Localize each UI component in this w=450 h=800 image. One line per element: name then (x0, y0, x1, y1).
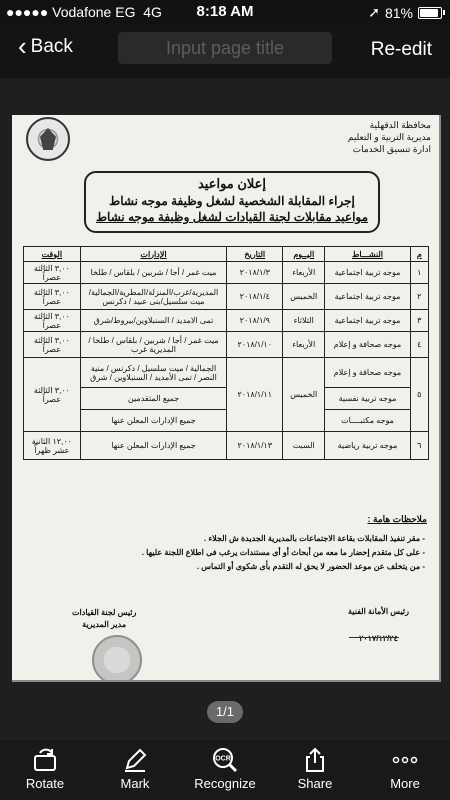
pen-icon (121, 746, 149, 774)
more-button[interactable]: More (360, 740, 450, 800)
document-viewer[interactable] (0, 78, 450, 740)
handwritten-signature (349, 623, 399, 638)
signature-leadership-committee: رئيس لجنة القيادات مدير المديرية (72, 608, 137, 629)
bottom-toolbar (0, 740, 450, 800)
notes-title: ملاحظات هامة : (367, 514, 427, 524)
document-title-box: إعلان مواعيد إجراء المقابلة الشخصية لشغل وظيفة موجه نشاط مواعيد مقابلات لجنة القيادات لشغل وظيفة موجه نشاط (84, 171, 380, 233)
list-item: - من يتخلف عن موعد الحضور لا يحق له التقدم بأى شكوى أو التماس . (45, 560, 425, 574)
table-row: ٦ موجه تربية رياضية السبت ٢٠١٨/١/١٣ جميع الإدارات المعلن عنها ١٢,٠٠ الثانية عشر ظهراً (24, 432, 429, 460)
document-header: محافظة الدقهلية مديرية التربية و التعليم ادارة تنسيق الخدمات (347, 120, 431, 154)
battery-icon (418, 7, 442, 19)
mark-button[interactable]: Mark (90, 740, 180, 800)
navigation-bar (0, 24, 450, 78)
page-indicator: 1/1 (207, 701, 243, 723)
scanned-document (12, 115, 441, 682)
status-bar (0, 0, 450, 24)
battery-percent: 81% (384, 4, 413, 21)
battery-area (368, 4, 442, 21)
list-item: - مقر تنفيذ المقابلات بقاعة الاجتماعات بالمديرية الجديدة ش الجلاء . (45, 532, 425, 546)
schedule-table (23, 246, 429, 460)
svg-text:OCR: OCR (215, 755, 231, 763)
table-row: ١ موجه تربية اجتماعية الأربعاء ٢٠١٨/١/٣ ميت غمر / أجا / شربين / بلقاس / طلخا ٣,٠٠ الثالثة عصراً (24, 262, 429, 284)
rotate-icon (31, 746, 59, 774)
clock: 8:18 AM (196, 3, 254, 20)
page-title-input[interactable]: Input page title (118, 32, 332, 64)
table-row: ٤ موجه صحافة و إعلام الأربعاء ٢٠١٨/١/١٠ ميت غمر / أجا / شربين / بلقاس / طلخا / المديرية غرب ٣,٠٠ الثالثة عصراً (24, 332, 429, 358)
share-icon (301, 746, 329, 774)
share-button[interactable]: Share (270, 740, 360, 800)
carrier-info: ●●●●● Vodafone EG 4G (6, 4, 162, 20)
rotate-button[interactable]: Rotate (0, 740, 90, 800)
table-row: موجه مكتبــــات جميع الإدارات المعلن عنها (24, 410, 429, 432)
table-row: ٢ موجه تربية اجتماعية الخميس ٢٠١٨/١/٤ المديرية/غرب/المنزلة/المطرية/الجمالية/ميت سلسيل/بنى عبيد / دكرنس ٣,٠٠ الثالثة عصراً (24, 284, 429, 310)
list-item: - على كل متقدم إحضار ما معه من أبحاث أو أى مستندات يرغب فى اطلاع اللجنة عليها . (45, 546, 425, 560)
more-icon (391, 746, 419, 774)
re-edit-button[interactable]: Re-edit (370, 39, 432, 60)
ocr-icon (211, 746, 239, 774)
table-row: ٣ موجه تربية اجتماعية الثلاثاء ٢٠١٨/١/٩ تمى الامديد / السنبلاوين/بيروط/شرق ٣,٠٠ الثالثة عصراً (24, 310, 429, 332)
recognize-button[interactable]: OCR Recognize (180, 740, 270, 800)
ministry-logo (26, 117, 70, 161)
location-arrow-icon: ➚ (368, 4, 380, 20)
table-row: ٥ موجه صحافة و إعلام الخميس ٢٠١٨/١/١١ الجمالية / ميت سلسيل / دكرنس / منية النصر / تمى الأمديد / السنبلاوين / شرق ٣,٠٠ الثالثة عصراً (24, 358, 429, 388)
table-row: موجه تربية نفسية جميع المتقدمين (24, 388, 429, 410)
notes-list (45, 532, 425, 574)
back-button[interactable]: ‹ Back (18, 30, 73, 61)
signature-technical-secretariat: رئيس الأمانة الفنية ٢٠١٧/١٢/٢٤ (348, 607, 409, 643)
official-stamp (92, 635, 142, 682)
chevron-left-icon: ‹ (18, 30, 27, 61)
table-header-row: م النشـــاط اليــوم التاريخ الإدارات الوقت (24, 247, 429, 262)
